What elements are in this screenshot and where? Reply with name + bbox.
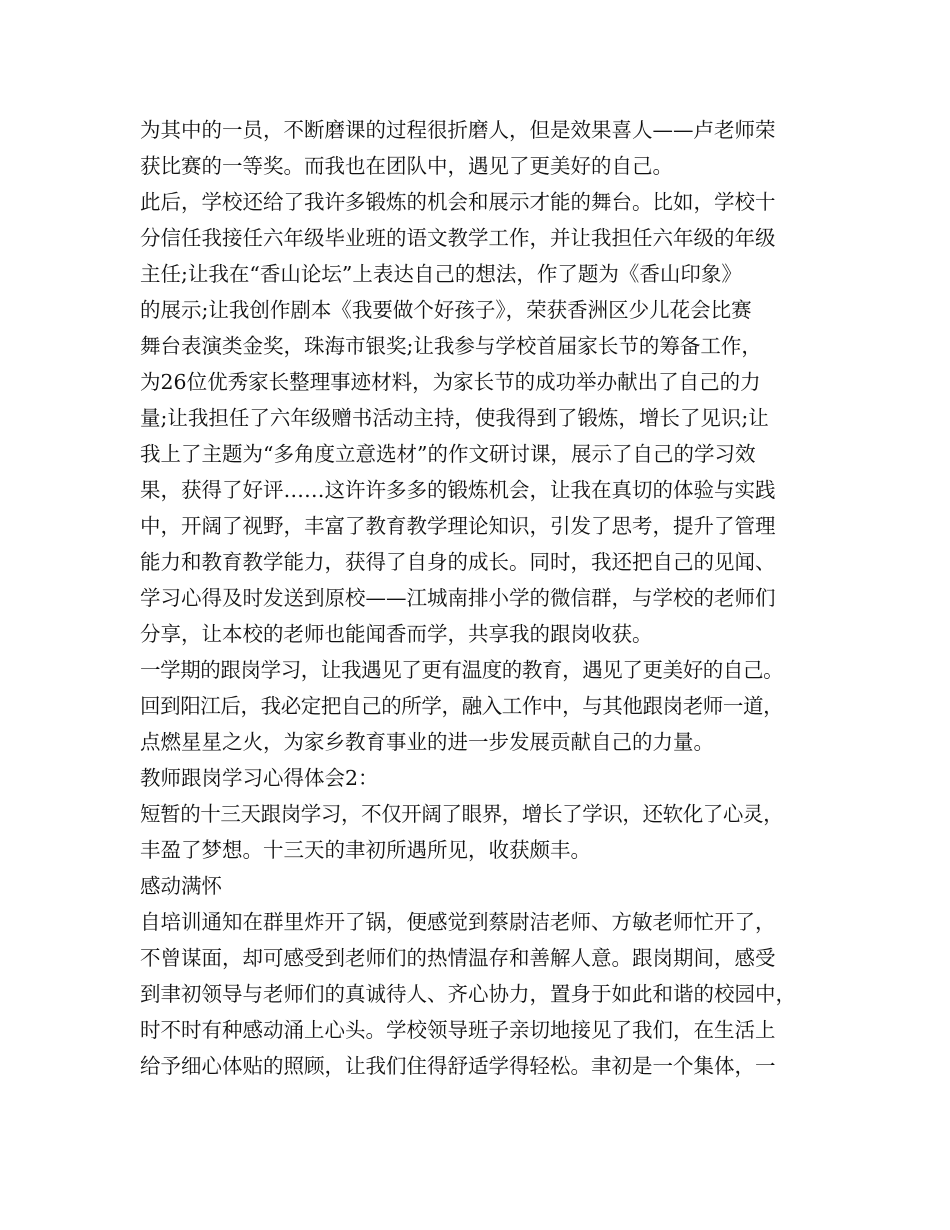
document-body bbox=[140, 112, 840, 1084]
text-line: 给予细心体贴的照顾，让我们住得舒适学得轻松。聿初是一个集体，一 bbox=[140, 1054, 776, 1078]
text-line: 中，开阔了视野，丰富了教育教学理论知识，引发了思考，提升了管理 bbox=[140, 514, 776, 538]
text-line: 学习心得及时发送到原校——江城南排小学的微信群，与学校的老师们 bbox=[140, 586, 776, 610]
text-line: 丰盈了梦想。十三天的聿初所遇所见，收获颇丰。 bbox=[140, 838, 591, 862]
text-line: 我上了主题为“多角度立意选材”的作文研讨课，展示了自己的学习效 bbox=[140, 442, 756, 466]
text-line: 到聿初领导与老师们的真诚待人、齐心协力，置身于如此和谐的校园中， bbox=[140, 982, 796, 1006]
text-line: 一学期的跟岗学习，让我遇见了更有温度的教育，遇见了更美好的自己。 bbox=[140, 658, 784, 682]
section-heading: 教师跟岗学习心得体会2： bbox=[140, 766, 379, 790]
text-line: 不曾谋面，却可感受到老师们的热情温存和善解人意。跟岗期间，感受 bbox=[140, 946, 776, 970]
text-line: 时不时有种感动涌上心头。学校领导班子亲切地接见了我们，在生活上 bbox=[140, 1018, 776, 1042]
text-line: 点燃星星之火，为家乡教育事业的进一步发展贡献自己的力量。 bbox=[140, 730, 714, 754]
text-line: 自培训通知在群里炸开了锅，便感觉到蔡尉洁老师、方敏老师忙开了， bbox=[140, 910, 776, 934]
text-line: 量;让我担任了六年级赠书活动主持，使我得到了锻炼，增长了见识;让 bbox=[140, 406, 769, 430]
text-line: 分享，让本校的老师也能闻香而学，共享我的跟岗收获。 bbox=[140, 622, 653, 646]
text-line: 分信任我接任六年级毕业班的语文教学工作，并让我担任六年级的年级 bbox=[140, 226, 776, 250]
text-line: 获比赛的一等奖。而我也在团队中，遇见了更美好的自己。 bbox=[140, 154, 673, 178]
text-line: 能力和教育教学能力，获得了自身的成长。同时，我还把自己的见闻、 bbox=[140, 550, 776, 574]
text-line: 的展示;让我创作剧本《我要做个好孩子》，荣获香洲区少儿花会比赛 bbox=[140, 298, 752, 322]
text-line: 短暂的十三天跟岗学习，不仅开阔了眼界，增长了学识，还软化了心灵， bbox=[140, 802, 784, 826]
subsection-heading: 感动满怀 bbox=[140, 874, 222, 898]
text-line: 此后，学校还给了我许多锻炼的机会和展示才能的舞台。比如，学校十 bbox=[140, 190, 776, 214]
text-line: 为26位优秀家长整理事迹材料，为家长节的成功举办献出了自己的力 bbox=[140, 370, 761, 394]
text-line: 舞台表演类金奖，珠海市银奖;让我参与学校首届家长节的筹备工作， bbox=[140, 334, 762, 358]
text-line: 果，获得了好评……这许许多多的锻炼机会，让我在真切的体验与实践 bbox=[140, 478, 776, 502]
text-line: 为其中的一员，不断磨课的过程很折磨人，但是效果喜人——卢老师荣 bbox=[140, 118, 776, 142]
text-line: 主任;让我在“香山论坛”上表达自己的想法，作了题为《香山印象》 bbox=[140, 262, 742, 286]
text-line: 回到阳江后，我必定把自己的所学，融入工作中，与其他跟岗老师一道， bbox=[140, 694, 784, 718]
